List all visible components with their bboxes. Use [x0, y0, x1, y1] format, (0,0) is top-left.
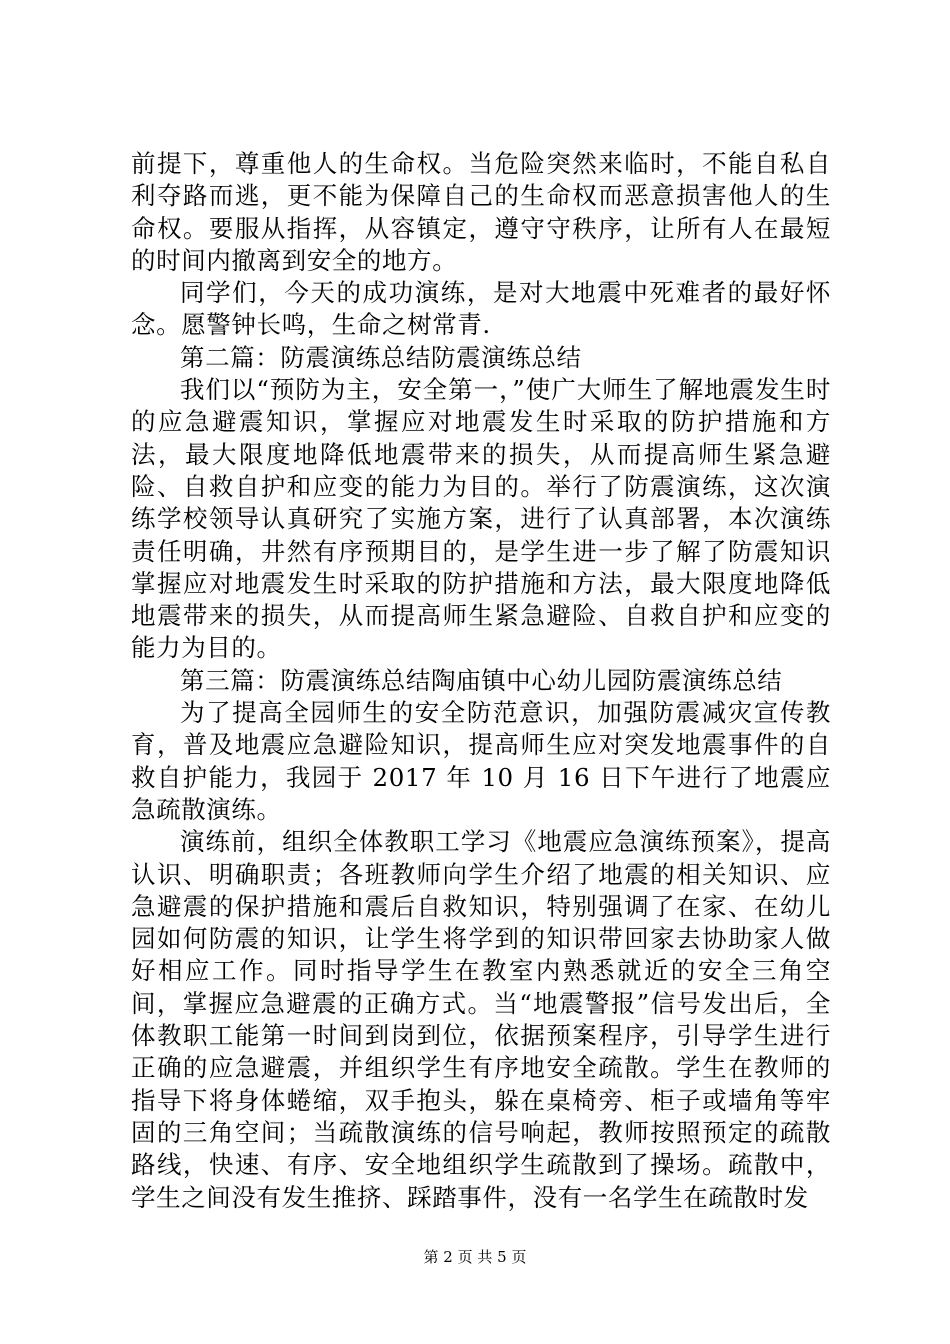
- page-footer: 第 2 页 共 5 页: [423, 1248, 527, 1266]
- paragraph-section-3-body: 演练前，组织全体教职工学习《地震应急演练预案》，提高认识、明确职责；各班教师向学生介绍了地震的相关知识、应急避震的保护措施和震后自救知识，特别强调了在家、在幼儿园如何防震的知识，让学生将学到的知识带回家去协助家人做好相应工作。同时指导学生在教室内熟悉就近的安全三角空间，掌握应急避震的正确方式。当“地震警报”信号发出后，全体教职工能第一时间到岗到位，依据预案程序，引导学生进行正确的应急避震，并组织学生有序地安全疏散。学生在教师的指导下将身体蜷缩，双手抱头，躲在桌椅旁、柜子或墙角等牢固的三角空间；当疏散演练的信号响起，教师按照预定的疏散路线，快速、有序、安全地组织学生疏散到了操场。疏散中，学生之间没有发生推挤、踩踏事件，没有一名学生在疏散时发: [131, 827, 831, 1212]
- paragraph-section-2: 我们以“预防为主，安全第一，”使广大师生了解地震发生时的应急避震知识，掌握应对地震发生时采取的防护措施和方法，最大限度地降低地震带来的损失，从而提高师生紧急避险、自救自护和应变的能力为目的。举行了防震演练，这次演练学校领导认真研究了实施方案，进行了认真部署，本次演练责任明确，井然有序预期目的，是学生进一步了解了防震知识掌握应对地震发生时采取的防护措施和方法，最大限度地降低地震带来的损失，从而提高师生紧急避险、自救自护和应变的能力为目的。: [131, 375, 831, 663]
- document-body: [131, 148, 831, 1214]
- section-heading-3: 第三篇：防震演练总结陶庙镇中心幼儿园防震演练总结: [180, 665, 783, 695]
- section-heading-2: 第二篇：防震演练总结防震演练总结: [180, 342, 582, 372]
- paragraph-section-3-intro: 为了提高全园师生的安全防范意识，加强防震减灾宣传教育，普及地震应急避险知识，提高师生应对突发地震事件的自救自护能力，我园于 2017 年 10 月 16 日下午进行了地震应急疏散演练。: [131, 698, 831, 824]
- paragraph-continuation: 前提下，尊重他人的生命权。当危险突然来临时，不能自私自利夺路而逃，更不能为保障自己的生命权而恶意损害他人的生命权。要服从指挥，从容镇定，遵守守秩序，让所有人在最短的时间内撤离到安全的地方。: [131, 149, 831, 275]
- paragraph-closing: 同学们，今天的成功演练，是对大地震中死难者的最好怀念。愿警钟长鸣，生命之树常青.: [131, 278, 831, 340]
